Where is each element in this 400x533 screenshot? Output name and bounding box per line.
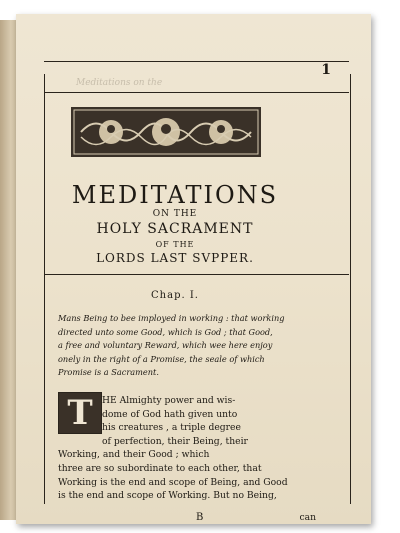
summary-line: a free and voluntary Reward, which wee here enjoy <box>58 340 273 351</box>
title-line-4: OF THE <box>155 240 195 249</box>
title-main: MEDITATIONS <box>71 181 279 209</box>
summary-line: Mans Being to bee imployed in working : that working <box>58 313 285 323</box>
title-line-3: HOLY SACRAMENT <box>96 221 254 237</box>
chapter-summary <box>58 312 308 380</box>
body-line: three are so subordinate to each other, that <box>58 462 262 474</box>
summary-line: directed unto some Good, which is God ; that Good, <box>58 326 273 337</box>
signature-mark: B <box>196 512 204 523</box>
page-number: 1 <box>321 62 331 78</box>
summary-line: onely in the right of a Promise, the seale of which <box>58 353 265 364</box>
title-line-2: ON THE <box>152 209 198 219</box>
bleed-through-text: Meditations on the <box>76 78 163 88</box>
body-text <box>58 394 308 503</box>
drop-cap-letter: T <box>67 393 93 433</box>
body-line: is the end and scope of Working. But no Being, <box>58 490 277 502</box>
title-line-5: LORDS LAST SVPPER. <box>96 251 254 265</box>
body-line: Working is the end and scope of Being, and Good <box>58 476 288 488</box>
summary-line: Promise is a Sacrament. <box>58 367 159 378</box>
headpiece-ornament <box>71 107 261 157</box>
catchword: can <box>299 512 316 523</box>
body-line: his creatures , a triple degree <box>102 422 241 434</box>
body-line: Working, and their Good ; which <box>58 449 210 461</box>
title-rule <box>44 274 349 275</box>
body-line: HE Almighty power and wis- <box>102 395 236 406</box>
book-page <box>16 14 371 524</box>
chapter-heading: Chap. I. <box>151 290 199 301</box>
body-line: of perfection, their Being, their <box>102 435 248 447</box>
body-line: dome of God hath given unto <box>102 408 238 420</box>
